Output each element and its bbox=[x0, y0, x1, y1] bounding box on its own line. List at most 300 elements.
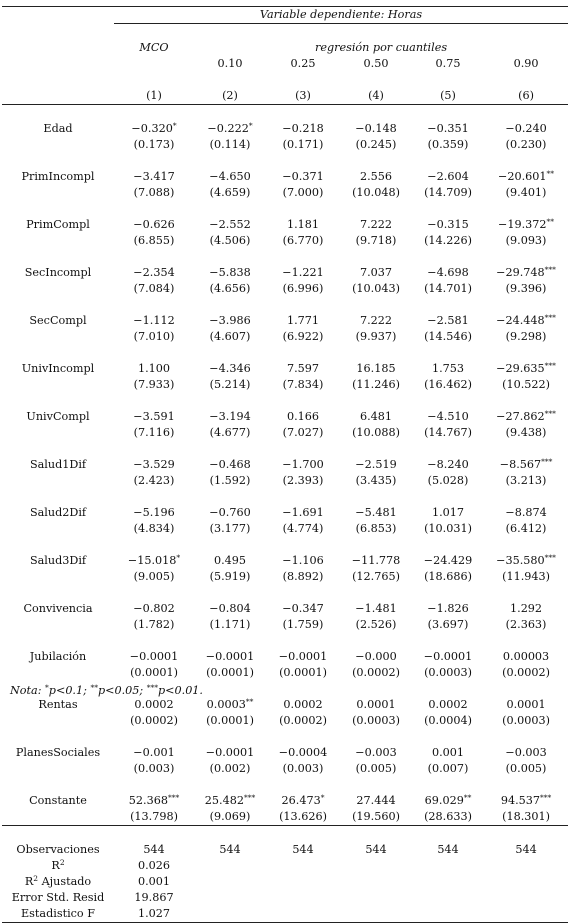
standard-error-cell: (14.709) bbox=[424, 186, 472, 199]
variable-label: SecIncompl bbox=[24, 266, 92, 279]
standard-error-cell: (14.767) bbox=[424, 426, 472, 439]
note-prefix: Nota: bbox=[10, 684, 42, 697]
coefficient-cell bbox=[484, 169, 568, 185]
standard-error-cell: (0.007) bbox=[427, 762, 469, 775]
standard-error-cell: (7.027) bbox=[282, 426, 324, 439]
coefficient-cell bbox=[194, 505, 266, 521]
coefficient-value: −0.802 bbox=[133, 602, 175, 615]
standard-error-cell: (13.798) bbox=[114, 809, 194, 826]
coefficient-value: −2.581 bbox=[427, 314, 469, 327]
r2-label-base: R bbox=[51, 859, 60, 872]
coefficient-value: −0.240 bbox=[505, 122, 547, 135]
standard-error-cell: (28.633) bbox=[412, 809, 484, 826]
coefficient-value: 0.0002 bbox=[428, 698, 468, 711]
coefficient-value: 0.166 bbox=[286, 410, 320, 423]
coefficient-cell bbox=[266, 601, 340, 617]
coefficient-value: −3.417 bbox=[133, 170, 175, 183]
coefficient-value: −4.346 bbox=[209, 362, 251, 375]
coefficient-cell bbox=[114, 313, 194, 329]
coefficient-value: −8.240 bbox=[427, 458, 469, 471]
significance-stars: *** bbox=[544, 361, 556, 370]
standard-error-cell: (2.363) bbox=[505, 618, 547, 631]
standard-error-cell: (7.010) bbox=[133, 330, 175, 343]
coefficient-row bbox=[2, 601, 568, 617]
standard-error-row bbox=[2, 617, 568, 633]
standard-error-cell: (4.656) bbox=[209, 282, 251, 295]
significance-stars: *** bbox=[544, 265, 556, 274]
coefficient-value: 0.0001 bbox=[506, 698, 546, 711]
coefficient-value: −0.371 bbox=[282, 170, 324, 183]
coefficient-cell bbox=[114, 697, 194, 713]
significance-stars: *** bbox=[541, 457, 553, 466]
column-number: (3) bbox=[266, 88, 340, 105]
coefficient-value: −1.112 bbox=[133, 314, 175, 327]
coefficient-value: −8.567 bbox=[499, 458, 542, 471]
standard-error-cell: (13.626) bbox=[266, 809, 340, 826]
r2-exponent: 2 bbox=[59, 858, 65, 867]
standard-error-cell: (18.686) bbox=[424, 570, 472, 583]
significance-stars: ** bbox=[245, 697, 254, 706]
residual-se-value: 19.867 bbox=[134, 891, 174, 904]
coefficient-value: −0.347 bbox=[282, 602, 324, 615]
variable-label: Rentas bbox=[38, 698, 78, 711]
standard-error-cell: (0.114) bbox=[209, 138, 251, 151]
coefficient-cell bbox=[412, 457, 484, 473]
standard-error-cell: (0.171) bbox=[282, 138, 324, 151]
coefficient-row bbox=[2, 121, 568, 137]
coefficient-value: 6.481 bbox=[359, 410, 393, 423]
standard-error-cell: (10.048) bbox=[352, 186, 400, 199]
coefficient-cell bbox=[412, 265, 484, 281]
residual-se-label: Error Std. Resid bbox=[11, 891, 105, 904]
coefficient-cell bbox=[266, 649, 340, 665]
significance-stars: * bbox=[172, 121, 177, 130]
standard-error-cell: (6.922) bbox=[282, 330, 324, 343]
standard-error-cell: (5.214) bbox=[209, 378, 251, 391]
header-row-methods bbox=[2, 40, 568, 56]
coefficient-cell bbox=[484, 697, 568, 713]
coefficient-cell bbox=[114, 217, 194, 233]
standard-error-row bbox=[2, 569, 568, 585]
significance-stars: *** bbox=[167, 793, 180, 802]
coefficient-cell bbox=[194, 313, 266, 329]
column-number: (1) bbox=[114, 88, 194, 105]
coefficient-cell bbox=[194, 601, 266, 617]
coefficient-value: −0.222 bbox=[207, 122, 249, 135]
standard-error-cell: (1.782) bbox=[133, 618, 175, 631]
standard-error-cell: (14.701) bbox=[424, 282, 472, 295]
coefficient-cell bbox=[340, 409, 412, 425]
coefficient-value: −27.862 bbox=[496, 410, 545, 423]
coefficient-cell bbox=[484, 601, 568, 617]
standard-error-cell: (2.423) bbox=[133, 474, 175, 487]
coefficient-cell bbox=[194, 457, 266, 473]
standard-error-row bbox=[2, 761, 568, 777]
coefficient-row bbox=[2, 265, 568, 281]
variable-label: Salud2Dif bbox=[29, 506, 87, 519]
note-star: ** bbox=[90, 683, 98, 692]
coefficient-cell bbox=[266, 313, 340, 329]
observations-value: 544 bbox=[515, 843, 537, 856]
quantile-label: 0.50 bbox=[363, 57, 389, 70]
standard-error-row bbox=[2, 329, 568, 345]
significance-stars: * bbox=[176, 553, 181, 562]
coefficient-cell bbox=[266, 505, 340, 521]
standard-error-cell: (6.855) bbox=[133, 234, 175, 247]
coefficient-cell bbox=[412, 169, 484, 185]
coefficient-value: −1.700 bbox=[282, 458, 324, 471]
quantile-regression-label: regresión por cuantiles bbox=[315, 41, 448, 54]
coefficient-value: −15.018 bbox=[127, 554, 177, 567]
standard-error-cell: (3.697) bbox=[427, 618, 469, 631]
significance-stars: ** bbox=[546, 217, 555, 226]
coefficient-cell bbox=[114, 121, 194, 137]
variable-label: PrimIncompl bbox=[21, 170, 95, 183]
coefficient-cell bbox=[114, 457, 194, 473]
standard-error-cell: (9.298) bbox=[505, 330, 547, 343]
coefficient-value: 1.100 bbox=[137, 362, 171, 375]
standard-error-cell: (19.560) bbox=[340, 809, 412, 826]
coefficient-row bbox=[2, 217, 568, 233]
coefficient-cell bbox=[194, 745, 266, 761]
standard-error-cell: (6.853) bbox=[355, 522, 397, 535]
coefficient-cell bbox=[340, 457, 412, 473]
coefficient-cell bbox=[266, 745, 340, 761]
coefficient-value: −3.529 bbox=[133, 458, 175, 471]
coefficient-cell bbox=[340, 745, 412, 761]
standard-error-cell: (9.069) bbox=[194, 809, 266, 826]
coefficient-value: −3.194 bbox=[209, 410, 251, 423]
coefficient-cell bbox=[412, 697, 484, 713]
standard-error-cell: (0.003) bbox=[282, 762, 324, 775]
coefficient-cell bbox=[266, 265, 340, 281]
coefficient-cell bbox=[340, 649, 412, 665]
coefficient-value: −20.601 bbox=[498, 170, 547, 183]
coefficient-cell bbox=[114, 553, 194, 569]
standard-error-row bbox=[2, 665, 568, 681]
standard-error-cell: (9.005) bbox=[133, 570, 175, 583]
coefficient-cell bbox=[484, 121, 568, 137]
coefficient-cell bbox=[484, 553, 568, 569]
coefficient-value: −35.580 bbox=[496, 554, 545, 567]
note-text: p<0.05; bbox=[97, 684, 144, 697]
variable-label: Salud1Dif bbox=[29, 458, 87, 471]
standard-error-cell: (7.933) bbox=[133, 378, 175, 391]
coefficient-value: 69.029 bbox=[424, 794, 464, 807]
coefficient-cell bbox=[340, 361, 412, 377]
standard-error-cell: (7.084) bbox=[133, 282, 175, 295]
observations-label: Observaciones bbox=[16, 843, 100, 856]
standard-error-cell: (1.171) bbox=[209, 618, 251, 631]
standard-error-row bbox=[2, 713, 568, 729]
coefficient-cell bbox=[266, 121, 340, 137]
coefficient-value: −3.591 bbox=[133, 410, 175, 423]
coefficient-value: −1.106 bbox=[282, 554, 324, 567]
coefficient-value: −0.0004 bbox=[278, 746, 328, 759]
coefficient-cell bbox=[194, 121, 266, 137]
coefficient-value: 1.292 bbox=[510, 602, 543, 615]
quantile-label: 0.75 bbox=[435, 57, 461, 70]
coefficient-value: 0.001 bbox=[431, 746, 465, 759]
coefficient-cell bbox=[340, 313, 412, 329]
standard-error-cell: (10.043) bbox=[352, 282, 400, 295]
coefficient-value: −4.510 bbox=[427, 410, 469, 423]
variable-label: Salud3Dif bbox=[29, 554, 87, 567]
coefficient-row bbox=[2, 409, 568, 425]
standard-error-row bbox=[2, 233, 568, 249]
significance-stars: ** bbox=[546, 169, 555, 178]
coefficient-value: 2.556 bbox=[359, 170, 393, 183]
coefficient-value: −5.481 bbox=[355, 506, 397, 519]
coefficient-cell bbox=[114, 601, 194, 617]
coefficient-value: −5.196 bbox=[133, 506, 175, 519]
standard-error-cell: (10.088) bbox=[352, 426, 400, 439]
coefficient-cell bbox=[340, 217, 412, 233]
standard-error-cell: (9.401) bbox=[505, 186, 547, 199]
coefficient-row bbox=[2, 793, 568, 809]
standard-error-cell: (3.213) bbox=[505, 474, 547, 487]
significance-stars: * bbox=[248, 121, 253, 130]
note-star: * bbox=[45, 683, 49, 692]
coefficient-value: 94.537 bbox=[500, 794, 540, 807]
standard-error-cell: (7.088) bbox=[133, 186, 175, 199]
coefficient-row bbox=[2, 745, 568, 761]
coefficient-value: −0.0001 bbox=[423, 650, 473, 663]
standard-error-cell: (4.506) bbox=[209, 234, 251, 247]
standard-error-row bbox=[2, 809, 568, 826]
standard-error-cell: (0.0002) bbox=[130, 714, 178, 727]
standard-error-cell: (4.774) bbox=[282, 522, 324, 535]
coefficient-value: 52.368 bbox=[128, 794, 168, 807]
coefficient-value: −1.691 bbox=[282, 506, 324, 519]
coefficient-value: −0.0001 bbox=[205, 746, 255, 759]
observations-value: 544 bbox=[219, 843, 241, 856]
coefficient-cell bbox=[194, 265, 266, 281]
standard-error-cell: (12.765) bbox=[352, 570, 400, 583]
r2-value: 0.026 bbox=[137, 859, 171, 872]
quantile-label: 0.25 bbox=[290, 57, 316, 70]
standard-error-row bbox=[2, 473, 568, 489]
ols-label: MCO bbox=[139, 41, 169, 54]
coefficient-value: 27.444 bbox=[356, 794, 396, 807]
coefficient-cell bbox=[266, 457, 340, 473]
observations-row bbox=[2, 842, 568, 858]
coefficient-value: −0.003 bbox=[505, 746, 547, 759]
standard-error-cell: (0.005) bbox=[355, 762, 397, 775]
significance-stars: *** bbox=[544, 409, 556, 418]
coefficient-cell bbox=[114, 505, 194, 521]
r2-label bbox=[2, 858, 114, 874]
coefficient-cell bbox=[266, 217, 340, 233]
coefficient-row bbox=[2, 457, 568, 473]
standard-error-cell: (0.230) bbox=[505, 138, 547, 151]
coefficient-value: −0.000 bbox=[355, 650, 397, 663]
standard-error-cell: (0.0003) bbox=[352, 714, 400, 727]
r2-row bbox=[2, 858, 568, 874]
observations-value: 544 bbox=[292, 843, 314, 856]
coefficient-value: 16.185 bbox=[356, 362, 396, 375]
f-statistic-row bbox=[2, 906, 568, 923]
coefficient-cell bbox=[114, 745, 194, 761]
coefficient-cell bbox=[484, 793, 568, 809]
coefficient-value: 7.037 bbox=[359, 266, 393, 279]
coefficient-cell bbox=[412, 361, 484, 377]
coefficient-row bbox=[2, 505, 568, 521]
standard-error-cell: (18.301) bbox=[484, 809, 568, 826]
coefficient-row bbox=[2, 697, 568, 713]
variable-label: UnivIncompl bbox=[21, 362, 95, 375]
coefficient-value: 26.473 bbox=[281, 794, 321, 807]
standard-error-cell: (0.0002) bbox=[502, 666, 550, 679]
standard-error-cell: (3.435) bbox=[355, 474, 397, 487]
coefficient-cell bbox=[340, 121, 412, 137]
coefficient-cell bbox=[340, 601, 412, 617]
standard-error-cell: (0.0001) bbox=[206, 666, 254, 679]
coefficient-cell bbox=[194, 793, 266, 809]
coefficient-cell bbox=[412, 121, 484, 137]
f-statistic-value: 1.027 bbox=[114, 906, 194, 923]
standard-error-cell: (7.116) bbox=[133, 426, 175, 439]
variable-label: Constante bbox=[29, 794, 87, 807]
significance-stars: * bbox=[320, 793, 325, 802]
coefficient-value: −0.320 bbox=[131, 122, 173, 135]
standard-error-cell: (0.003) bbox=[133, 762, 175, 775]
standard-error-cell: (7.834) bbox=[282, 378, 324, 391]
coefficient-cell bbox=[266, 793, 340, 809]
r2-exponent: 2 bbox=[33, 874, 39, 883]
coefficient-cell bbox=[266, 697, 340, 713]
standard-error-cell: (0.0004) bbox=[424, 714, 472, 727]
regression-table bbox=[2, 6, 568, 923]
coefficient-value: −8.874 bbox=[505, 506, 547, 519]
coefficient-cell bbox=[266, 553, 340, 569]
coefficient-cell bbox=[114, 649, 194, 665]
coefficient-cell bbox=[484, 409, 568, 425]
standard-error-cell: (0.002) bbox=[209, 762, 251, 775]
standard-error-cell: (10.031) bbox=[424, 522, 472, 535]
coefficient-cell bbox=[194, 169, 266, 185]
standard-error-row bbox=[2, 377, 568, 393]
coefficient-value: −0.351 bbox=[427, 122, 469, 135]
coefficient-value: 0.0002 bbox=[283, 698, 323, 711]
coefficient-value: 1.771 bbox=[286, 314, 320, 327]
coefficient-value: 1.017 bbox=[431, 506, 465, 519]
variable-label: Convivencia bbox=[23, 602, 93, 615]
quantile-label: 0.10 bbox=[217, 57, 243, 70]
coefficient-value: −3.986 bbox=[209, 314, 251, 327]
standard-error-cell: (6.770) bbox=[282, 234, 324, 247]
standard-error-cell: (11.943) bbox=[502, 570, 550, 583]
coefficient-value: −24.448 bbox=[496, 314, 545, 327]
standard-error-cell: (0.359) bbox=[427, 138, 469, 151]
coefficient-value: 0.0001 bbox=[356, 698, 396, 711]
standard-error-cell: (6.996) bbox=[282, 282, 324, 295]
coefficient-value: −1.481 bbox=[355, 602, 397, 615]
coefficient-cell bbox=[484, 361, 568, 377]
coefficient-cell bbox=[340, 697, 412, 713]
coefficient-cell bbox=[484, 457, 568, 473]
significance-note bbox=[10, 684, 203, 697]
coefficient-cell bbox=[194, 697, 266, 713]
coefficient-cell bbox=[266, 409, 340, 425]
significance-stars: *** bbox=[539, 793, 552, 802]
observations-value: 544 bbox=[143, 843, 165, 856]
coefficient-cell bbox=[412, 601, 484, 617]
coefficient-value: −2.354 bbox=[133, 266, 175, 279]
coefficient-cell bbox=[484, 505, 568, 521]
standard-error-cell: (0.173) bbox=[133, 138, 175, 151]
coefficient-cell bbox=[340, 553, 412, 569]
coefficient-cell bbox=[194, 409, 266, 425]
standard-error-cell: (8.892) bbox=[282, 570, 324, 583]
coefficient-value: −0.0001 bbox=[278, 650, 328, 663]
note-text: p<0.1; bbox=[48, 684, 87, 697]
coefficient-cell bbox=[194, 553, 266, 569]
standard-error-cell: (4.834) bbox=[133, 522, 175, 535]
significance-stars: ** bbox=[463, 793, 472, 802]
standard-error-cell: (0.0001) bbox=[206, 714, 254, 727]
r2-label-base: R bbox=[24, 875, 34, 888]
header-row-numbers bbox=[2, 88, 568, 105]
standard-error-cell: (9.937) bbox=[355, 330, 397, 343]
r2-adjusted-label bbox=[2, 874, 114, 890]
coefficient-row bbox=[2, 361, 568, 377]
variable-label: PlanesSociales bbox=[15, 746, 101, 759]
coefficient-cell bbox=[114, 265, 194, 281]
coefficient-cell bbox=[194, 217, 266, 233]
standard-error-row bbox=[2, 185, 568, 201]
dependent-variable-label: Variable dependiente: Horas bbox=[114, 7, 568, 24]
standard-error-cell: (9.093) bbox=[505, 234, 547, 247]
standard-error-cell: (10.522) bbox=[502, 378, 550, 391]
variable-label: Jubilación bbox=[29, 650, 87, 663]
standard-error-row bbox=[2, 137, 568, 153]
r2-adjusted-row bbox=[2, 874, 568, 890]
coefficient-cell bbox=[114, 793, 194, 809]
standard-error-cell: (0.0003) bbox=[424, 666, 472, 679]
header-row-dependent bbox=[2, 7, 568, 24]
coefficient-row bbox=[2, 553, 568, 569]
coefficient-cell bbox=[114, 361, 194, 377]
coefficient-value: −0.468 bbox=[209, 458, 251, 471]
coefficient-cell bbox=[266, 361, 340, 377]
significance-stars: *** bbox=[544, 553, 556, 562]
coefficient-row bbox=[2, 313, 568, 329]
coefficient-value: −1.221 bbox=[282, 266, 324, 279]
coefficient-value: −5.838 bbox=[209, 266, 251, 279]
coefficient-value: −0.003 bbox=[355, 746, 397, 759]
standard-error-cell: (2.393) bbox=[282, 474, 324, 487]
standard-error-cell: (2.526) bbox=[355, 618, 397, 631]
standard-error-cell: (0.0001) bbox=[130, 666, 178, 679]
coefficient-value: −0.218 bbox=[282, 122, 324, 135]
standard-error-cell: (4.677) bbox=[209, 426, 251, 439]
coefficient-cell bbox=[114, 409, 194, 425]
column-number: (5) bbox=[412, 88, 484, 105]
coefficient-cell bbox=[340, 505, 412, 521]
coefficient-value: −0.804 bbox=[209, 602, 251, 615]
observations-value: 544 bbox=[365, 843, 387, 856]
coefficient-value: 7.222 bbox=[359, 218, 393, 231]
residual-se-row bbox=[2, 890, 568, 906]
note-text: p<0.01. bbox=[157, 684, 203, 697]
standard-error-cell: (1.592) bbox=[209, 474, 251, 487]
standard-error-cell: (5.919) bbox=[209, 570, 251, 583]
coefficient-cell bbox=[340, 169, 412, 185]
coefficient-value: −11.778 bbox=[351, 554, 401, 567]
coefficient-value: −0.626 bbox=[133, 218, 175, 231]
r2-adjusted-suffix: Ajustado bbox=[38, 875, 92, 888]
